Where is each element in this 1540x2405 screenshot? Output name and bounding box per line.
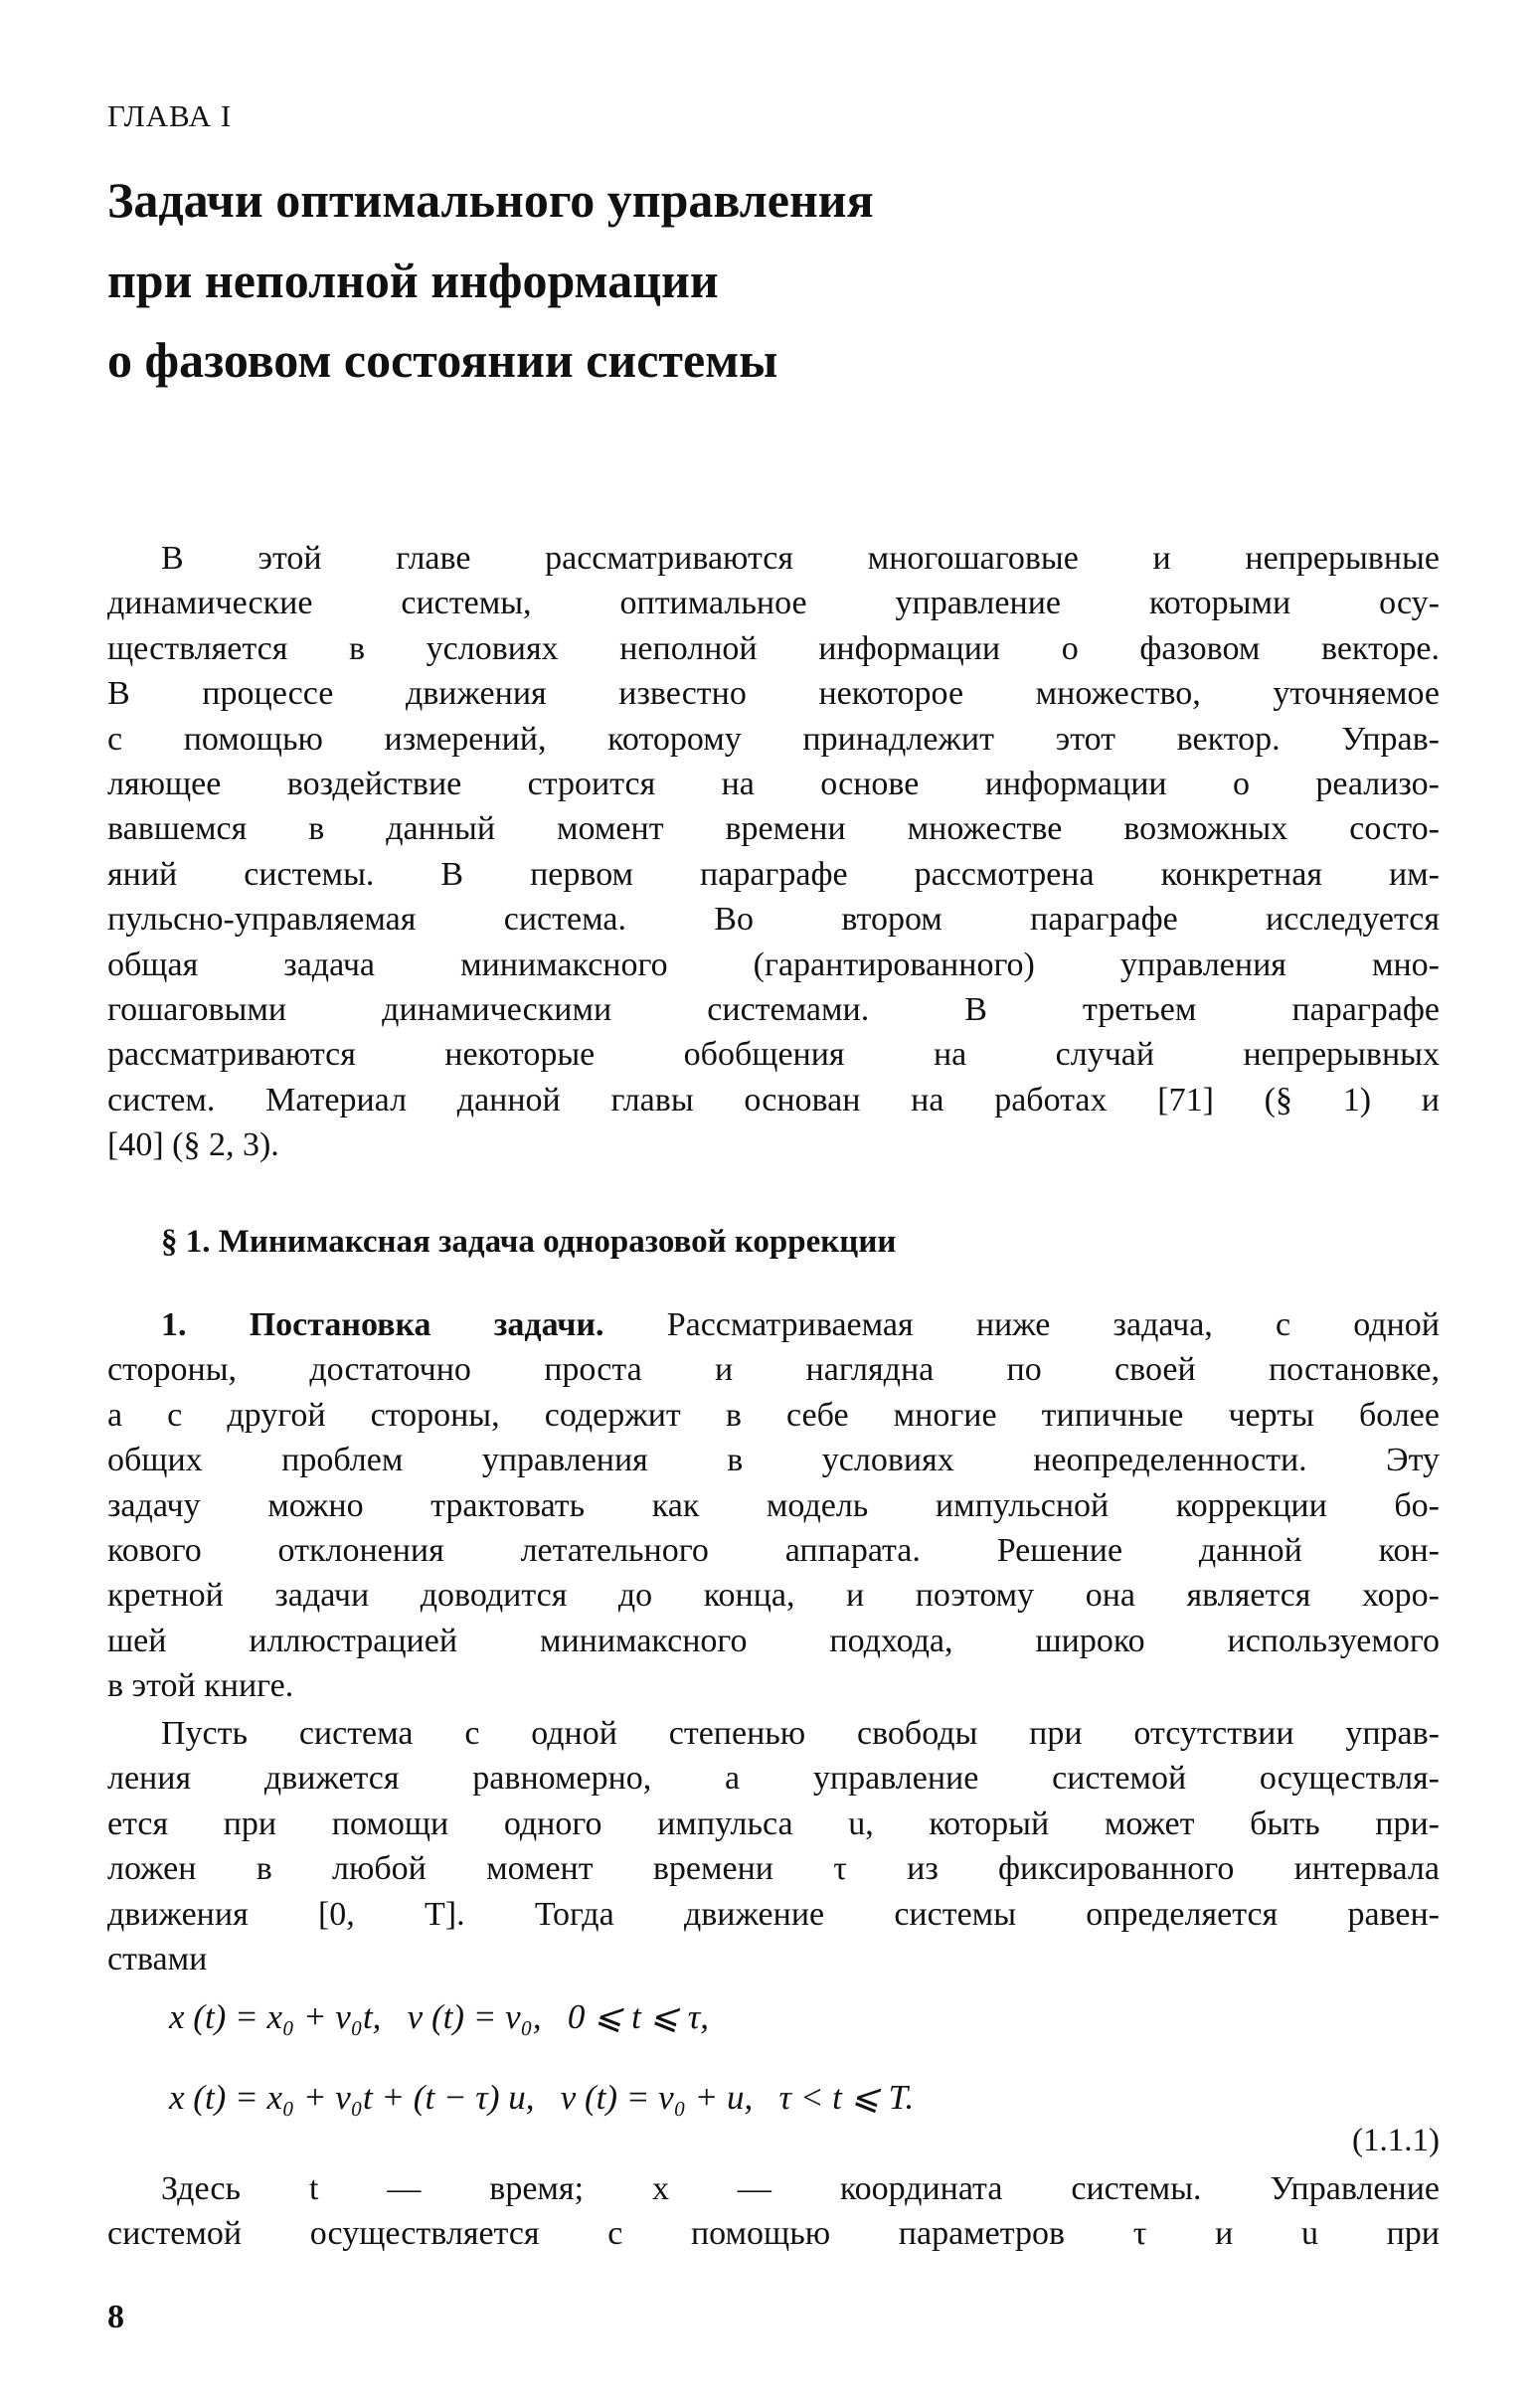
text-line: [40] (§ 2, 3). xyxy=(107,1126,279,1164)
text-line: общая задача минимаксного (гарантированного) управления мно- xyxy=(107,945,1440,983)
equation-number: (1.1.1) xyxy=(1352,2123,1440,2158)
text-line: ляющее воздействие строится на основе информации о реализо- xyxy=(107,765,1440,802)
equation-2: x (t) = x₀ + v₀t + (t − τ) u, v (t) = v₀ + u, τ < t ⩽ T. xyxy=(169,2078,915,2117)
text-line: общих проблем управления в условиях неопределенности. Эту xyxy=(107,1442,1440,1479)
text-line: стороны, достаточно проста и наглядна по своей постановке, xyxy=(107,1351,1440,1389)
text-line: движения [0, T]. Тогда движение системы определяется равен- xyxy=(107,1895,1440,1933)
equation-1: x (t) = x₀ + v₀t, v (t) = v₀, 0 ⩽ t ⩽ τ, xyxy=(169,1997,709,2036)
definition-paragraph xyxy=(107,2166,1440,2257)
text-line: задачу можно трактовать как модель импульсной коррекции бо- xyxy=(107,1486,1440,1524)
text-line: кретной задачи доводится до конца, и поэтому она является хоро- xyxy=(107,1577,1440,1615)
text-line: системой осуществляется с помощью параметров τ и u при xyxy=(107,2215,1440,2253)
title-line: при неполной информации xyxy=(107,252,719,308)
text-line: шей иллюстрацией минимаксного подхода, широко используемого xyxy=(107,1622,1440,1659)
text-line: гошаговыми динамическими системами. В третьем параграфе xyxy=(107,990,1440,1028)
page-number: 8 xyxy=(107,2299,124,2335)
text-line: рассматриваются некоторые обобщения на случай непрерывных xyxy=(107,1036,1440,1074)
title-line: Задачи оптимального управления xyxy=(107,172,874,228)
text-line: ложен в любой момент времени τ из фиксированного интервала xyxy=(107,1850,1440,1888)
text-line: Здесь t — время; x — координата системы. Управление xyxy=(161,2170,1440,2207)
text-line: ется при помощи одного импульса u, который может быть при- xyxy=(107,1804,1440,1842)
chapter-label: ГЛАВА I xyxy=(107,98,233,133)
subsection-lead: 1. Постановка задачи. xyxy=(161,1306,604,1343)
chapter-title xyxy=(107,160,1440,401)
text-line: вавшемся в данный момент времени множестве возможных состо- xyxy=(107,810,1440,848)
text-line: в этой книге. xyxy=(107,1667,294,1705)
text-line: В процессе движения известно некоторое множество, уточняемое xyxy=(107,675,1440,713)
section-heading: § 1. Минимаксная задача одноразовой коррекции xyxy=(161,1224,897,1260)
text-line xyxy=(107,1302,1440,1347)
text-line: а с другой стороны, содержит в себе многие типичные черты более xyxy=(107,1396,1440,1434)
text-line: яний системы. В первом параграфе рассмотрена конкретная им- xyxy=(107,855,1440,893)
text-line: с помощью измерений, которому принадлежит этот вектор. Управ- xyxy=(107,720,1440,758)
motion-paragraph xyxy=(107,1711,1440,1981)
text-span: Рассматриваемая ниже задача, с одной xyxy=(603,1306,1440,1343)
title-line: о фазовом состоянии системы xyxy=(107,332,778,388)
subsection-paragraph xyxy=(107,1302,1440,1709)
text-line: ствами xyxy=(107,1940,208,1977)
text-line: систем. Материал данной главы основан на работах [71] (§ 1) и xyxy=(107,1081,1440,1118)
text-line: Пусть система с одной степенью свободы при отсутствии управ- xyxy=(161,1715,1440,1752)
text-line: ществляется в условиях неполной информации о фазовом векторе. xyxy=(107,629,1440,667)
intro-paragraph xyxy=(107,536,1440,1167)
text-line: ления движется равномерно, а управление системой осуществля- xyxy=(107,1760,1440,1798)
text-line: В этой главе рассматриваются многошаговые и непрерывные xyxy=(161,540,1440,577)
text-line: пульсно-управляемая система. Во втором параграфе исследуется xyxy=(107,901,1440,939)
text-line: кового отклонения летательного аппарата. Решение данной кон- xyxy=(107,1531,1440,1569)
text-line: динамические системы, оптимальное управление которыми осу- xyxy=(107,585,1440,622)
